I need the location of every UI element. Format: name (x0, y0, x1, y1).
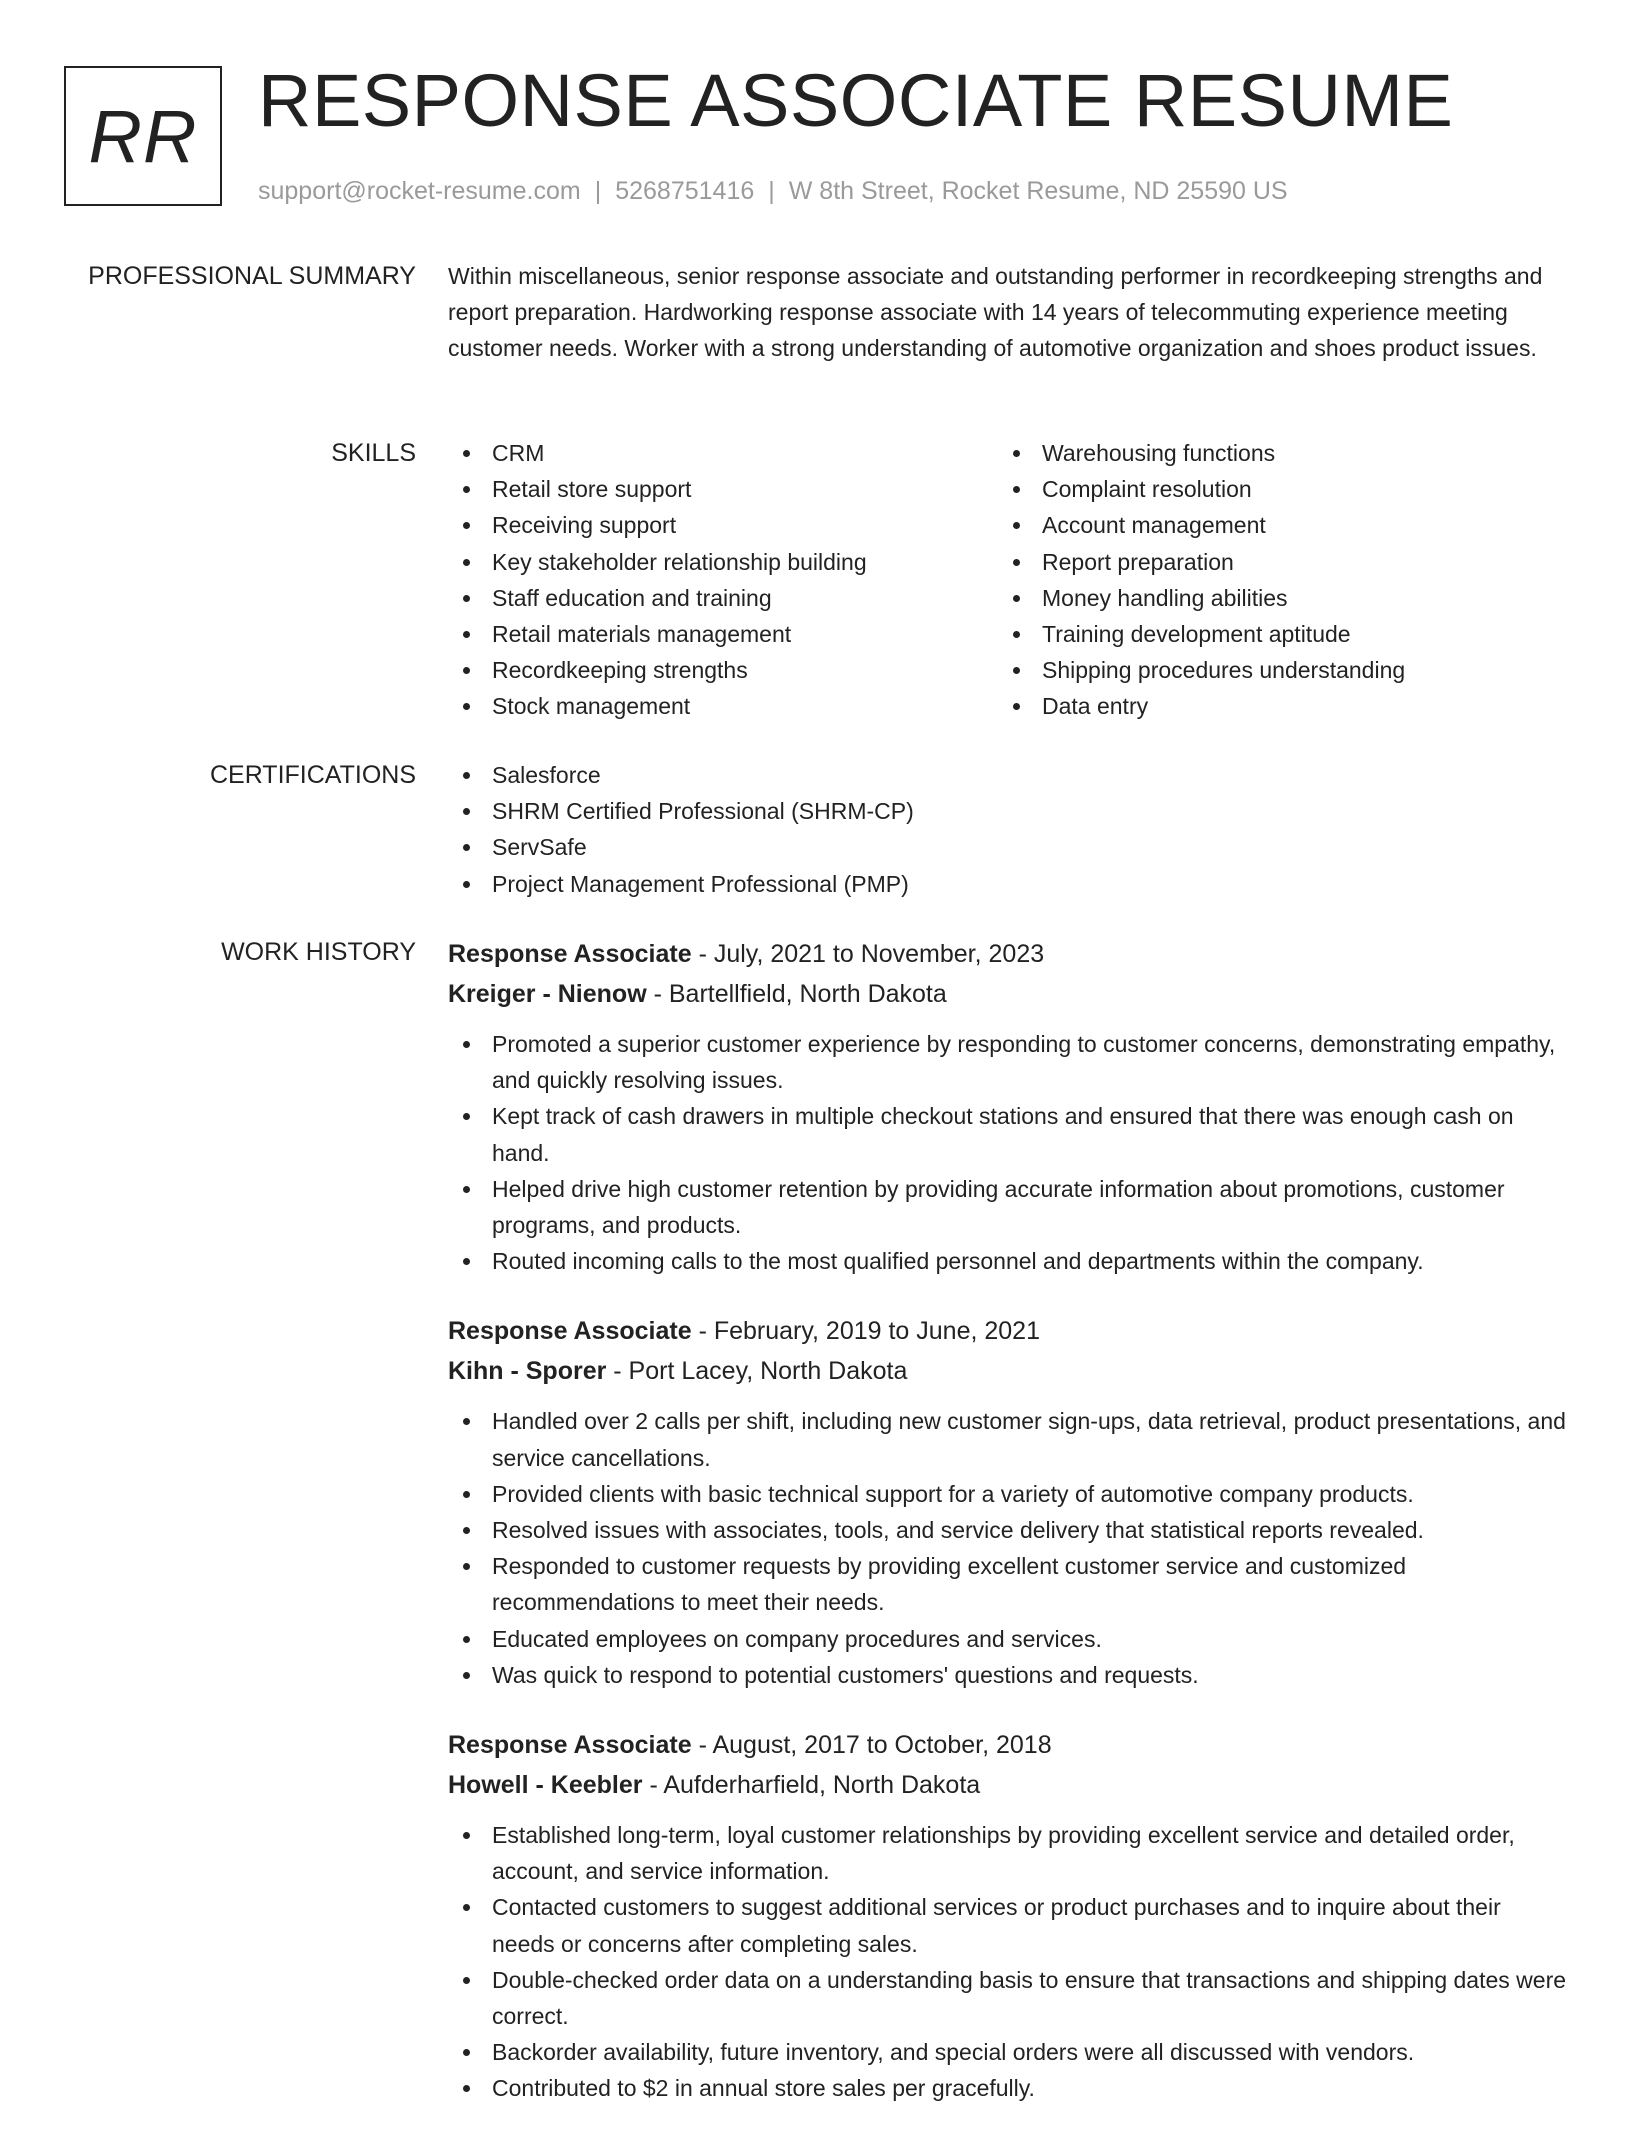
job-title-line (448, 1311, 1568, 1351)
skill-item: Staff education and training (448, 580, 998, 616)
job-bullet: Provided clients with basic technical support for a variety of automotive company products. (448, 1476, 1568, 1512)
job-title: Response Associate (448, 940, 692, 968)
job-bullet: Handled over 2 calls per shift, including new customer sign-ups, data retrieval, product presentations, and service cancellations. (448, 1403, 1568, 1475)
job-bullet: Educated employees on company procedures and services. (448, 1621, 1568, 1657)
job-bullet: Responded to customer requests by providing excellent customer service and customized recommendations to meet their needs. (448, 1548, 1568, 1620)
certifications-label: CERTIFICATIONS (209, 761, 416, 789)
job-bullet: Helped drive high customer retention by providing accurate information about promotions, customer programs, and products. (448, 1171, 1568, 1243)
job-title-line (448, 934, 1568, 974)
job-bullet: Promoted a superior customer experience by responding to customer concerns, demonstrating empathy, and quickly resolving issues. (448, 1026, 1568, 1098)
skill-item: Warehousing functions (998, 435, 1548, 471)
work-history-label: WORK HISTORY (221, 938, 416, 966)
job-location: - Port Lacey, North Dakota (606, 1357, 908, 1386)
job-entry (448, 934, 1568, 1279)
skill-item: Account management (998, 507, 1548, 543)
skill-item: Retail materials management (448, 616, 998, 652)
resume-title: RESPONSE ASSOCIATE RESUME (258, 59, 1454, 142)
skill-item: Training development aptitude (998, 616, 1548, 652)
skill-item: Money handling abilities (998, 580, 1548, 616)
skill-item: Key stakeholder relationship building (448, 544, 998, 580)
skill-item: Report preparation (998, 544, 1548, 580)
contact-line (258, 174, 1288, 208)
skills-list-left (448, 435, 998, 725)
job-bullets (448, 1026, 1568, 1279)
job-bullet: Double-checked order data on a understanding basis to ensure that transactions and shipping dates were correct. (448, 1962, 1568, 2034)
job-title: Response Associate (448, 1317, 692, 1346)
contact-email: support@rocket-resume.com (258, 177, 581, 205)
summary-text: Within miscellaneous, senior response associate and outstanding performer in recordkeeping strengths and report preparation. Hardworking response associate with 14 years of telecommuting experience meeting customer needs. Worker with a strong understanding of automotive organization and shoes product issues. (448, 263, 1543, 361)
job-title: Response Associate (448, 1731, 692, 1760)
skill-item: Receiving support (448, 507, 998, 543)
job-company-line (448, 1351, 1568, 1391)
job-bullet: Established long-term, loyal customer relationships by providing excellent service and detailed order, account, and service information. (448, 1817, 1568, 1889)
job-entry (448, 1311, 1568, 1693)
job-dates: - February, 2019 to June, 2021 (691, 1317, 1040, 1346)
skill-item: Complaint resolution (998, 471, 1548, 507)
job-bullets (448, 1403, 1568, 1693)
contact-separator: | (594, 177, 602, 205)
summary-label: PROFESSIONAL SUMMARY (88, 262, 416, 290)
skills-label: SKILLS (331, 439, 416, 467)
job-bullet: Resolved issues with associates, tools, and service delivery that statistical reports revealed. (448, 1512, 1568, 1548)
job-bullet: Routed incoming calls to the most qualified personnel and departments within the company. (448, 1243, 1568, 1279)
monogram-badge: RR (64, 66, 222, 206)
job-bullet: Contributed to $2 in annual store sales per gracefully. (448, 2070, 1568, 2106)
summary-body (448, 258, 1568, 366)
certifications-body (448, 757, 1568, 902)
skill-item: Retail store support (448, 471, 998, 507)
job-location: - Aufderharfield, North Dakota (642, 1771, 981, 1800)
job-bullet: Backorder availability, future inventory, and special orders were all discussed with vendors. (448, 2034, 1568, 2070)
skill-item: Shipping procedures understanding (998, 652, 1548, 688)
job-bullet: Kept track of cash drawers in multiple checkout stations and ensured that there was enough cash on hand. (448, 1098, 1568, 1170)
skill-item: CRM (448, 435, 998, 471)
certification-item: Project Management Professional (PMP) (448, 866, 1568, 902)
work-history-body (448, 934, 1568, 2139)
job-company-line (448, 1765, 1568, 1805)
certification-item: Salesforce (448, 757, 1568, 793)
job-title-line (448, 1725, 1568, 1765)
skill-item: Stock management (448, 688, 998, 724)
certification-item: SHRM Certified Professional (SHRM-CP) (448, 793, 1568, 829)
job-company: Kihn - Sporer (448, 1357, 607, 1386)
skill-item: Data entry (998, 688, 1548, 724)
skill-item: Recordkeeping strengths (448, 652, 998, 688)
job-dates: - July, 2021 to November, 2023 (691, 940, 1045, 968)
job-company: Howell - Keebler (448, 1771, 643, 1800)
job-bullets (448, 1817, 1568, 2107)
skills-body (448, 435, 1568, 725)
skills-list-right (998, 435, 1548, 725)
job-bullet: Was quick to respond to potential customers' questions and requests. (448, 1657, 1568, 1693)
contact-separator: | (768, 177, 775, 205)
job-company-line (448, 974, 1568, 1014)
job-bullet: Contacted customers to suggest additional services or product purchases and to inquire about their needs or concerns after completing sales. (448, 1889, 1568, 1961)
contact-address: W 8th Street, Rocket Resume, ND 25590 US (788, 177, 1288, 205)
job-location: - Bartellfield, North Dakota (646, 980, 947, 1008)
contact-phone: 5268751416 (615, 177, 755, 205)
job-dates: - August, 2017 to October, 2018 (691, 1731, 1052, 1760)
certification-item: ServSafe (448, 829, 1568, 865)
job-company: Kreiger - Nienow (448, 980, 647, 1008)
job-entry (448, 1725, 1568, 2107)
certifications-list (448, 757, 1568, 902)
